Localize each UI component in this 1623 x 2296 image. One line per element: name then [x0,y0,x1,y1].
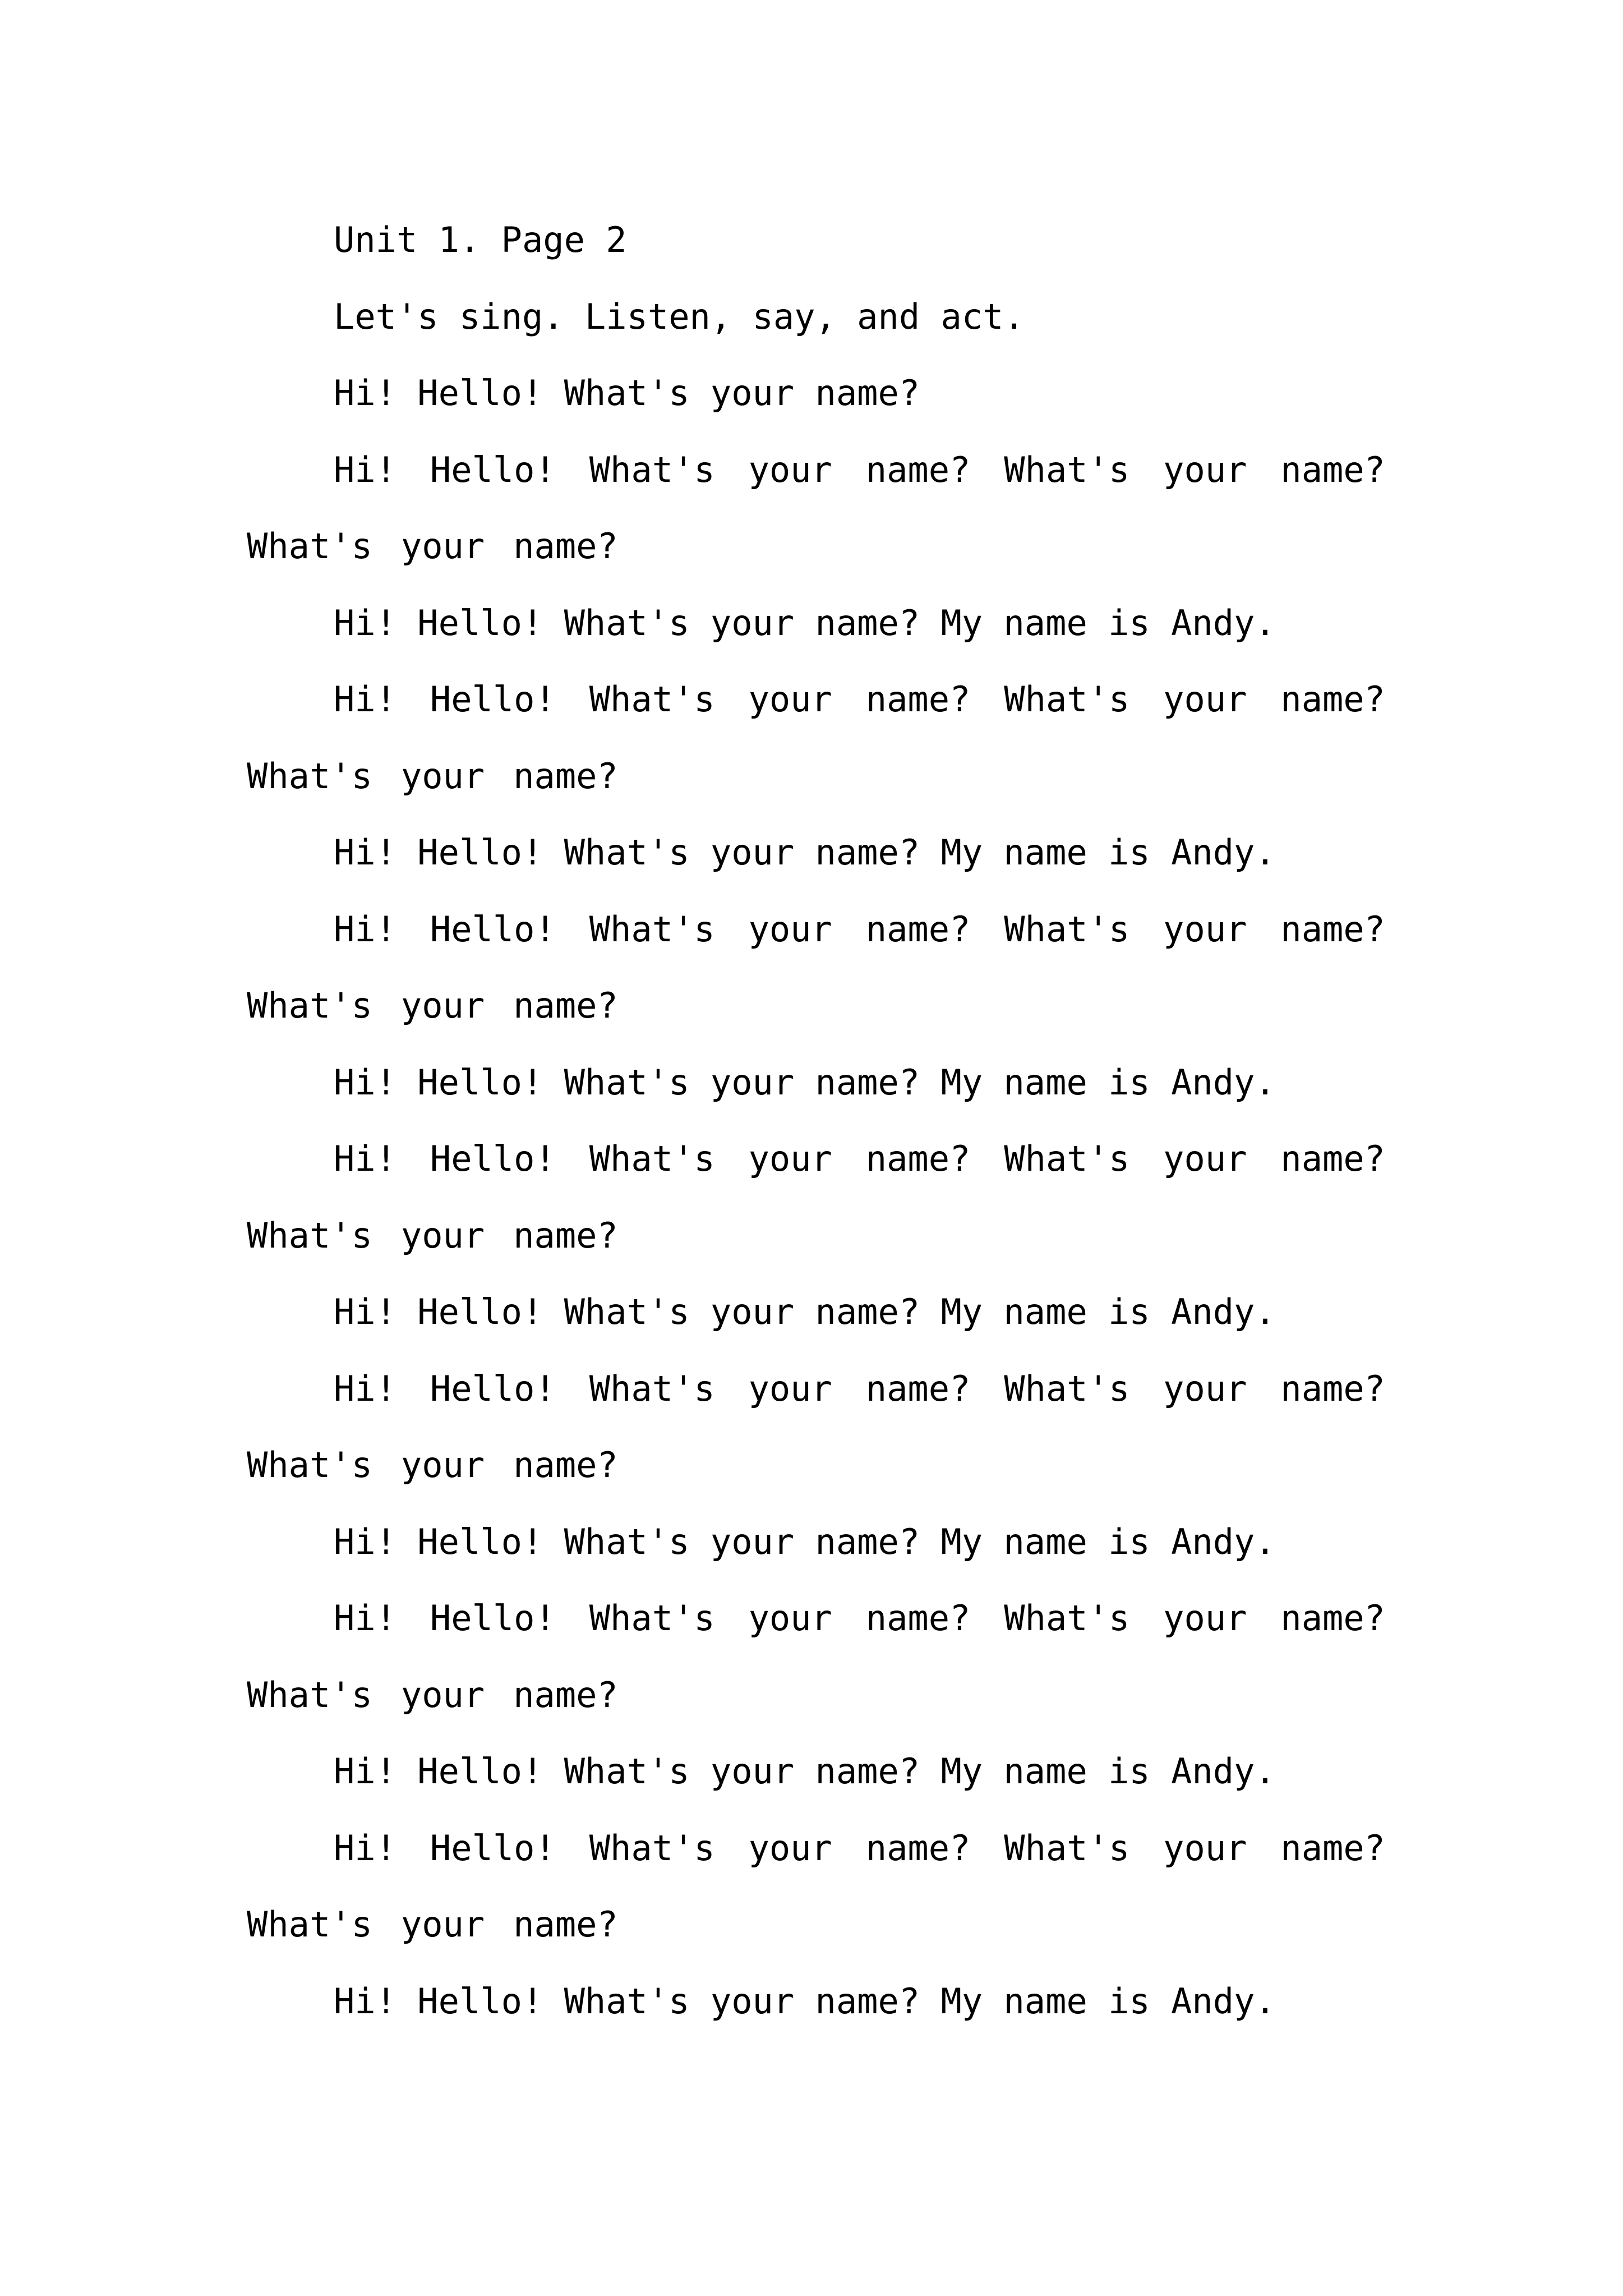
lyric-line: Hi! Hello! What's your name? What's your name? What's your name? [247,1827,1385,1945]
unit-heading: Unit 1. Page 2 [334,219,627,260]
lyric-line: Hi! Hello! What's your name? My name is Andy. [334,832,1276,873]
lyric-line: Hi! Hello! What's your name? What's your name? What's your name? [247,1138,1385,1256]
document-body [247,202,1385,2040]
lyric-line: Hi! Hello! What's your name? [334,372,920,413]
instruction-line: Let's sing. Listen, say, and act. [334,296,1025,337]
lyric-line: Hi! Hello! What's your name? My name is Andy. [334,1751,1276,1792]
lyric-line: Hi! Hello! What's your name? What's your name? What's your name? [247,908,1385,1026]
lyric-line: Hi! Hello! What's your name? What's your name? What's your name? [247,1368,1385,1485]
lyric-line: Hi! Hello! What's your name? What's your name? What's your name? [247,679,1385,797]
lyric-line: Hi! Hello! What's your name? My name is Andy. [334,1980,1276,2022]
lyric-line: Hi! Hello! What's your name? What's your name? What's your name? [247,449,1385,567]
lyric-line: Hi! Hello! What's your name? My name is Andy. [334,602,1276,643]
lyric-line: Hi! Hello! What's your name? My name is Andy. [334,1521,1276,1562]
lyric-line: Hi! Hello! What's your name? What's your name? What's your name? [247,1598,1385,1715]
lyric-line: Hi! Hello! What's your name? My name is Andy. [334,1061,1276,1103]
lyric-line: Hi! Hello! What's your name? My name is Andy. [334,1291,1276,1332]
